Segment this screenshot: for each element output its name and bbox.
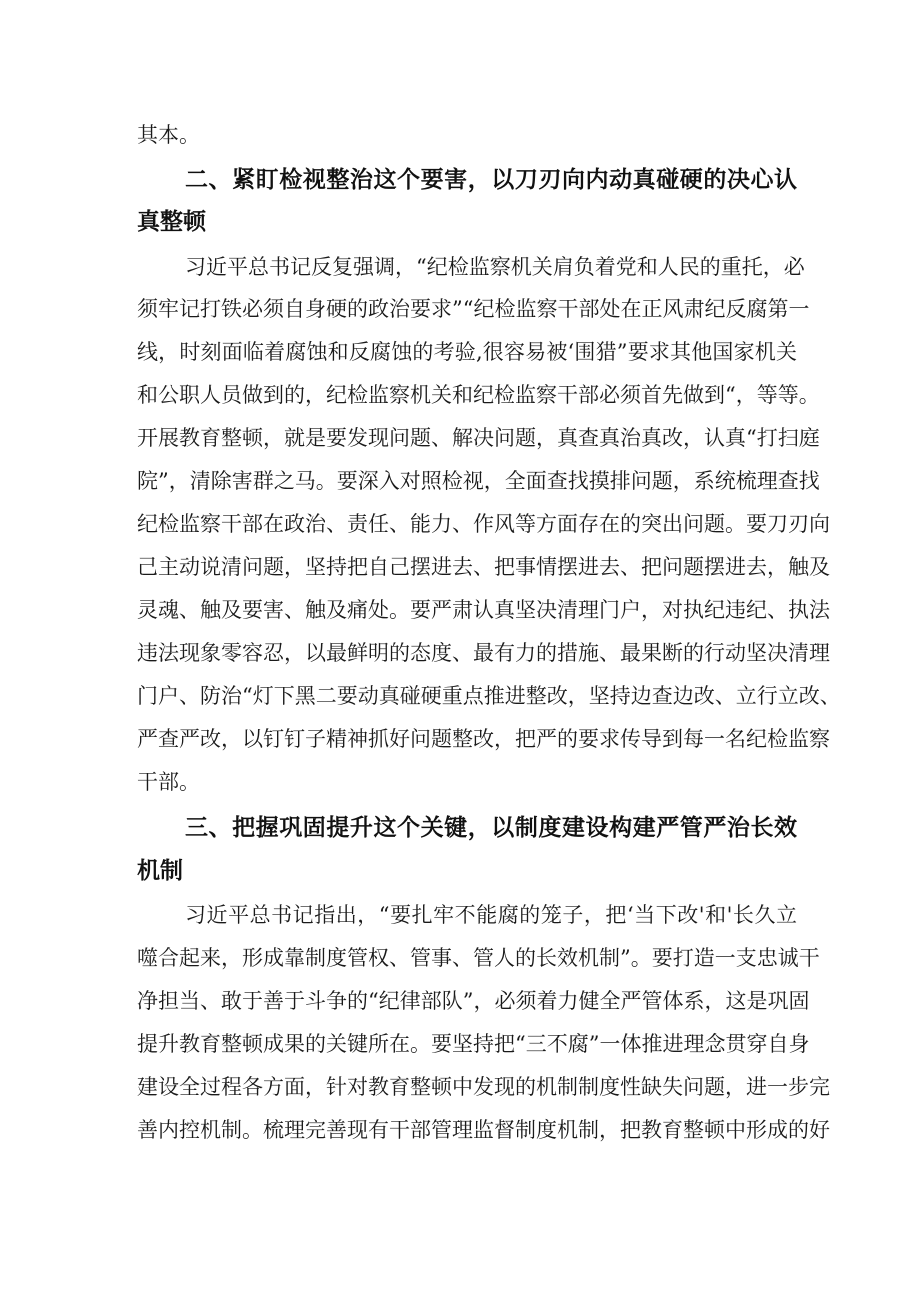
paragraph-line: 善内控机制。梳理完善现有干部管理监督制度机制，把教育整顿中形成的好: [137, 1118, 830, 1142]
paragraph-line: 门户、防治“灯下黑二要动真碰硬重点推进整改，坚持边查边改、立行立改、: [137, 684, 841, 708]
paragraph-line: 其本。: [137, 123, 200, 147]
paragraph-line: 习近平总书记反复强调，“纪检监察机关肩负着党和人民的重托，必: [185, 255, 805, 279]
paragraph-line: 建设全过程各方面，针对教育整顿中发现的机制制度性缺失问题，进一步完: [137, 1075, 830, 1099]
paragraph-line: 开展教育整顿，就是要发现问题、解决问题，真查真治真改，认真“打扫庭: [137, 426, 820, 450]
paragraph-line: 干部。: [137, 770, 200, 794]
paragraph-line: 净担当、敢于善于斗争的“纪律部队”，必须着力健全严管体系，这是巩固: [137, 989, 810, 1013]
paragraph-line: 线，时刻面临着腐蚀和反腐蚀的考验,很容易被‘围猎”要求其他国家机关: [137, 340, 797, 364]
section-heading-2-cont: 真整顿: [137, 209, 206, 235]
paragraph-line: 噬合起来，形成靠制度管权、管事、管人的长效机制”。要打造一支忠诚干: [137, 946, 820, 970]
paragraph-line: 和公职人员做到的，纪检监察机关和纪检监察干部必须首先做到“，等等。: [137, 383, 820, 407]
paragraph-line: 己主动说清问题，坚持把自己摆进去、把事情摆进去、把问题摆进去，触及: [137, 555, 830, 579]
paragraph-line: 灵魂、触及要害、触及痛处。要严肃认真坚决清理门户，对执纪违纪、执法: [137, 598, 830, 622]
paragraph-line: 习近平总书记指出，“要扎牢不能腐的笼子，把‘当下改'和'长久立: [185, 903, 797, 927]
section-heading-3-cont: 机制: [137, 858, 183, 884]
section-heading-2: 二、紧盯检视整治这个要害，以刀刃向内动真碰硬的决心认: [185, 167, 797, 193]
paragraph-line: 须牢记打铁必须自身硬的政治要求”“纪检监察干部处在正风肃纪反腐第一: [137, 297, 810, 321]
paragraph-line: 违法现象零容忍，以最鲜明的态度、最有力的措施、最果断的行动坚决清理: [137, 641, 830, 665]
paragraph-line: 提升教育整顿成果的关键所在。要坚持把“三不腐”一体推进理念贯穿自身: [137, 1032, 810, 1056]
paragraph-line: 严查严改，以钉钉子精神抓好问题整改，把严的要求传导到每一名纪检监察: [137, 727, 830, 751]
paragraph-line: 纪检监察干部在政治、责任、能力、作风等方面存在的突出问题。要刀刃向: [137, 512, 830, 536]
paragraph-line: 院”，清除害群之马。要深入对照检视，全面查找摸排问题，系统梳理查找: [137, 469, 820, 493]
section-heading-3: 三、把握巩固提升这个关键，以制度建设构建严管严治长效: [185, 815, 797, 841]
